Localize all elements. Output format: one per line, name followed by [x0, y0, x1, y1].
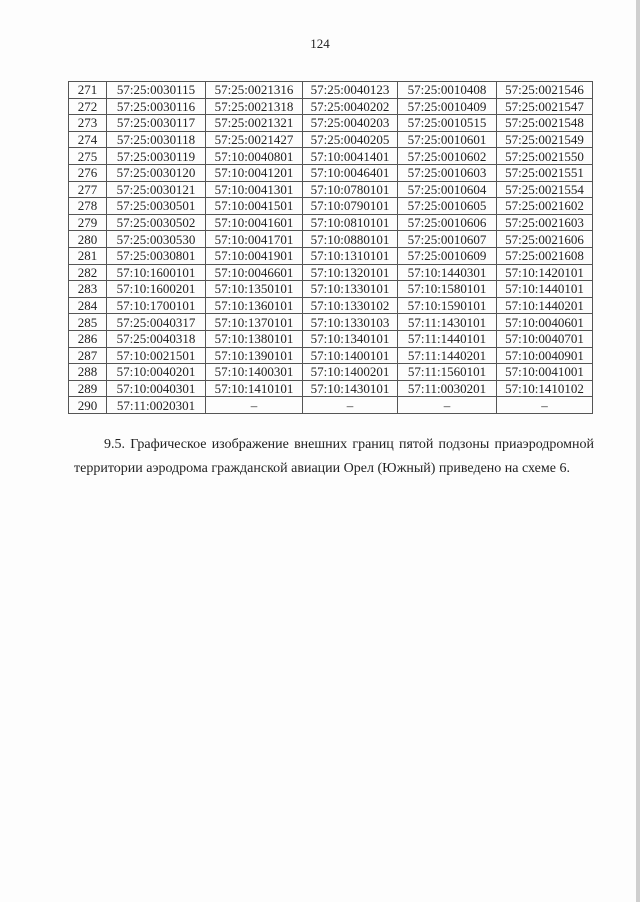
- cadastral-number-cell: 57:25:0010515: [398, 115, 497, 132]
- cadastral-number-cell: 57:25:0030120: [107, 164, 206, 181]
- cadastral-number-cell: 57:10:0021501: [107, 347, 206, 364]
- cadastral-number-cell: 57:25:0030119: [107, 148, 206, 165]
- table-row: [69, 281, 593, 298]
- cadastral-number-cell: 57:25:0040203: [303, 115, 398, 132]
- cadastral-number-cell: 57:25:0021608: [497, 247, 593, 264]
- row-number-cell: 286: [69, 330, 107, 347]
- cadastral-number-cell: 57:10:0790101: [303, 198, 398, 215]
- section-paragraph: [74, 433, 594, 481]
- cadastral-number-cell: 57:25:0021549: [497, 131, 593, 148]
- cadastral-number-cell: 57:25:0010409: [398, 98, 497, 115]
- cadastral-numbers-table: [68, 81, 593, 414]
- cadastral-number-cell: 57:10:0041301: [206, 181, 303, 198]
- cadastral-number-cell: 57:10:0041901: [206, 247, 303, 264]
- row-number-cell: 284: [69, 297, 107, 314]
- cadastral-number-cell: 57:25:0030502: [107, 214, 206, 231]
- cadastral-number-cell: 57:25:0021606: [497, 231, 593, 248]
- row-number-cell: 278: [69, 198, 107, 215]
- cadastral-number-cell: 57:10:1340101: [303, 330, 398, 347]
- cadastral-number-cell: 57:10:1400101: [303, 347, 398, 364]
- cadastral-number-cell: 57:25:0010601: [398, 131, 497, 148]
- row-number-cell: 271: [69, 82, 107, 99]
- cadastral-number-cell: 57:25:0021321: [206, 115, 303, 132]
- cadastral-number-cell: 57:10:0046601: [206, 264, 303, 281]
- table-row: [69, 297, 593, 314]
- cadastral-number-cell: 57:25:0010408: [398, 82, 497, 99]
- cadastral-number-cell: 57:10:1320101: [303, 264, 398, 281]
- cadastral-number-cell: 57:25:0040317: [107, 314, 206, 331]
- cadastral-number-cell: 57:10:0880101: [303, 231, 398, 248]
- cadastral-number-cell: 57:25:0010609: [398, 247, 497, 264]
- cadastral-number-cell: 57:11:0030201: [398, 380, 497, 397]
- table-row: [69, 264, 593, 281]
- table-row: [69, 214, 593, 231]
- cadastral-number-cell: 57:10:1430101: [303, 380, 398, 397]
- cadastral-number-cell: 57:10:1350101: [206, 281, 303, 298]
- cadastral-number-cell: 57:25:0040318: [107, 330, 206, 347]
- table-row: [69, 115, 593, 132]
- row-number-cell: 275: [69, 148, 107, 165]
- cadastral-number-cell: 57:10:0040301: [107, 380, 206, 397]
- cadastral-number-cell: 57:10:0041001: [497, 364, 593, 381]
- row-number-cell: 274: [69, 131, 107, 148]
- cadastral-number-cell: 57:25:0030121: [107, 181, 206, 198]
- cadastral-number-cell: 57:10:1330101: [303, 281, 398, 298]
- cadastral-number-cell: 57:25:0010603: [398, 164, 497, 181]
- cadastral-number-cell: 57:10:1700101: [107, 297, 206, 314]
- table-row: [69, 231, 593, 248]
- cadastral-number-cell: 57:10:0041501: [206, 198, 303, 215]
- table-row: [69, 181, 593, 198]
- cadastral-number-cell: 57:25:0010607: [398, 231, 497, 248]
- cadastral-number-cell: 57:25:0010606: [398, 214, 497, 231]
- cadastral-number-cell: 57:10:1580101: [398, 281, 497, 298]
- paragraph-text: 9.5. Графическое изображение внешних границ пятой подзоны приаэродромной территории аэродрома гражданской авиации Орел (Южный) приведено на схеме 6.: [74, 437, 594, 476]
- cadastral-number-cell: 57:25:0040123: [303, 82, 398, 99]
- row-number-cell: 281: [69, 247, 107, 264]
- table-row: [69, 131, 593, 148]
- cadastral-number-cell: 57:25:0030117: [107, 115, 206, 132]
- cadastral-number-cell: 57:25:0021602: [497, 198, 593, 215]
- page-number: 124: [310, 36, 330, 51]
- cadastral-number-cell: 57:10:0041601: [206, 214, 303, 231]
- cadastral-number-cell: 57:10:1600101: [107, 264, 206, 281]
- cadastral-number-cell: 57:10:1360101: [206, 297, 303, 314]
- cadastral-number-cell: 57:11:1440101: [398, 330, 497, 347]
- cadastral-number-cell: 57:10:0040201: [107, 364, 206, 381]
- cadastral-number-cell: 57:10:1590101: [398, 297, 497, 314]
- cadastral-number-cell: 57:11:0020301: [107, 397, 206, 414]
- cadastral-number-cell: 57:10:1330102: [303, 297, 398, 314]
- table-row: [69, 330, 593, 347]
- cadastral-number-cell: 57:10:1380101: [206, 330, 303, 347]
- cadastral-number-cell: 57:25:0021318: [206, 98, 303, 115]
- cadastral-number-cell: 57:25:0030530: [107, 231, 206, 248]
- cadastral-number-cell: 57:10:1400301: [206, 364, 303, 381]
- cadastral-number-cell: 57:10:1310101: [303, 247, 398, 264]
- cadastral-number-cell: 57:25:0040202: [303, 98, 398, 115]
- cadastral-number-cell: 57:10:0041701: [206, 231, 303, 248]
- row-number-cell: 276: [69, 164, 107, 181]
- page-edge: [636, 0, 640, 902]
- cadastral-number-cell: 57:11:1440201: [398, 347, 497, 364]
- cadastral-number-cell: 57:25:0030501: [107, 198, 206, 215]
- row-number-cell: 287: [69, 347, 107, 364]
- row-number-cell: 283: [69, 281, 107, 298]
- table-row: [69, 380, 593, 397]
- cadastral-number-cell: 57:10:0810101: [303, 214, 398, 231]
- cadastral-number-cell: 57:10:1600201: [107, 281, 206, 298]
- cadastral-number-cell: 57:10:1440101: [497, 281, 593, 298]
- cadastral-number-cell: 57:25:0010604: [398, 181, 497, 198]
- cadastral-number-cell: 57:10:1390101: [206, 347, 303, 364]
- cadastral-number-cell: –: [303, 397, 398, 414]
- cadastral-number-cell: 57:25:0021547: [497, 98, 593, 115]
- cadastral-number-cell: –: [497, 397, 593, 414]
- table-row: [69, 314, 593, 331]
- cadastral-number-cell: 57:10:0040901: [497, 347, 593, 364]
- cadastral-number-cell: 57:25:0021546: [497, 82, 593, 99]
- table-row: [69, 82, 593, 99]
- cadastral-number-cell: 57:25:0021550: [497, 148, 593, 165]
- cadastral-number-cell: 57:10:0040601: [497, 314, 593, 331]
- cadastral-number-cell: 57:10:1410102: [497, 380, 593, 397]
- cadastral-number-cell: 57:11:1430101: [398, 314, 497, 331]
- cadastral-number-cell: 57:25:0021548: [497, 115, 593, 132]
- cadastral-number-cell: 57:10:0040701: [497, 330, 593, 347]
- cadastral-number-cell: 57:25:0030116: [107, 98, 206, 115]
- row-number-cell: 289: [69, 380, 107, 397]
- cadastral-number-cell: 57:25:0021427: [206, 131, 303, 148]
- cadastral-number-cell: 57:10:1330103: [303, 314, 398, 331]
- cadastral-number-cell: 57:10:1410101: [206, 380, 303, 397]
- table-row: [69, 198, 593, 215]
- cadastral-number-cell: 57:10:0040801: [206, 148, 303, 165]
- cadastral-number-cell: 57:10:0041201: [206, 164, 303, 181]
- cadastral-number-cell: 57:25:0021551: [497, 164, 593, 181]
- cadastral-number-cell: 57:25:0030115: [107, 82, 206, 99]
- row-number-cell: 282: [69, 264, 107, 281]
- row-number-cell: 273: [69, 115, 107, 132]
- cadastral-number-cell: 57:10:1440201: [497, 297, 593, 314]
- cadastral-number-cell: 57:10:0780101: [303, 181, 398, 198]
- cadastral-number-cell: 57:25:0021316: [206, 82, 303, 99]
- table-row: [69, 397, 593, 414]
- cadastral-number-cell: 57:10:1440301: [398, 264, 497, 281]
- cadastral-number-cell: 57:25:0030118: [107, 131, 206, 148]
- row-number-cell: 290: [69, 397, 107, 414]
- row-number-cell: 272: [69, 98, 107, 115]
- table-row: [69, 164, 593, 181]
- cadastral-number-cell: –: [398, 397, 497, 414]
- cadastral-number-cell: 57:10:0041401: [303, 148, 398, 165]
- cadastral-number-cell: 57:25:0010605: [398, 198, 497, 215]
- row-number-cell: 277: [69, 181, 107, 198]
- cadastral-number-cell: 57:10:1400201: [303, 364, 398, 381]
- cadastral-number-cell: 57:10:0046401: [303, 164, 398, 181]
- table-row: [69, 98, 593, 115]
- cadastral-number-cell: 57:25:0021554: [497, 181, 593, 198]
- cadastral-number-cell: 57:25:0030801: [107, 247, 206, 264]
- cadastral-number-cell: 57:10:1420101: [497, 264, 593, 281]
- table-row: [69, 148, 593, 165]
- row-number-cell: 279: [69, 214, 107, 231]
- cadastral-number-cell: 57:10:1370101: [206, 314, 303, 331]
- table-row: [69, 347, 593, 364]
- cadastral-number-cell: 57:25:0021603: [497, 214, 593, 231]
- cadastral-number-cell: 57:25:0010602: [398, 148, 497, 165]
- row-number-cell: 280: [69, 231, 107, 248]
- table-row: [69, 364, 593, 381]
- row-number-cell: 285: [69, 314, 107, 331]
- table-row: [69, 247, 593, 264]
- cadastral-number-cell: 57:25:0040205: [303, 131, 398, 148]
- cadastral-number-cell: 57:11:1560101: [398, 364, 497, 381]
- cadastral-number-cell: –: [206, 397, 303, 414]
- row-number-cell: 288: [69, 364, 107, 381]
